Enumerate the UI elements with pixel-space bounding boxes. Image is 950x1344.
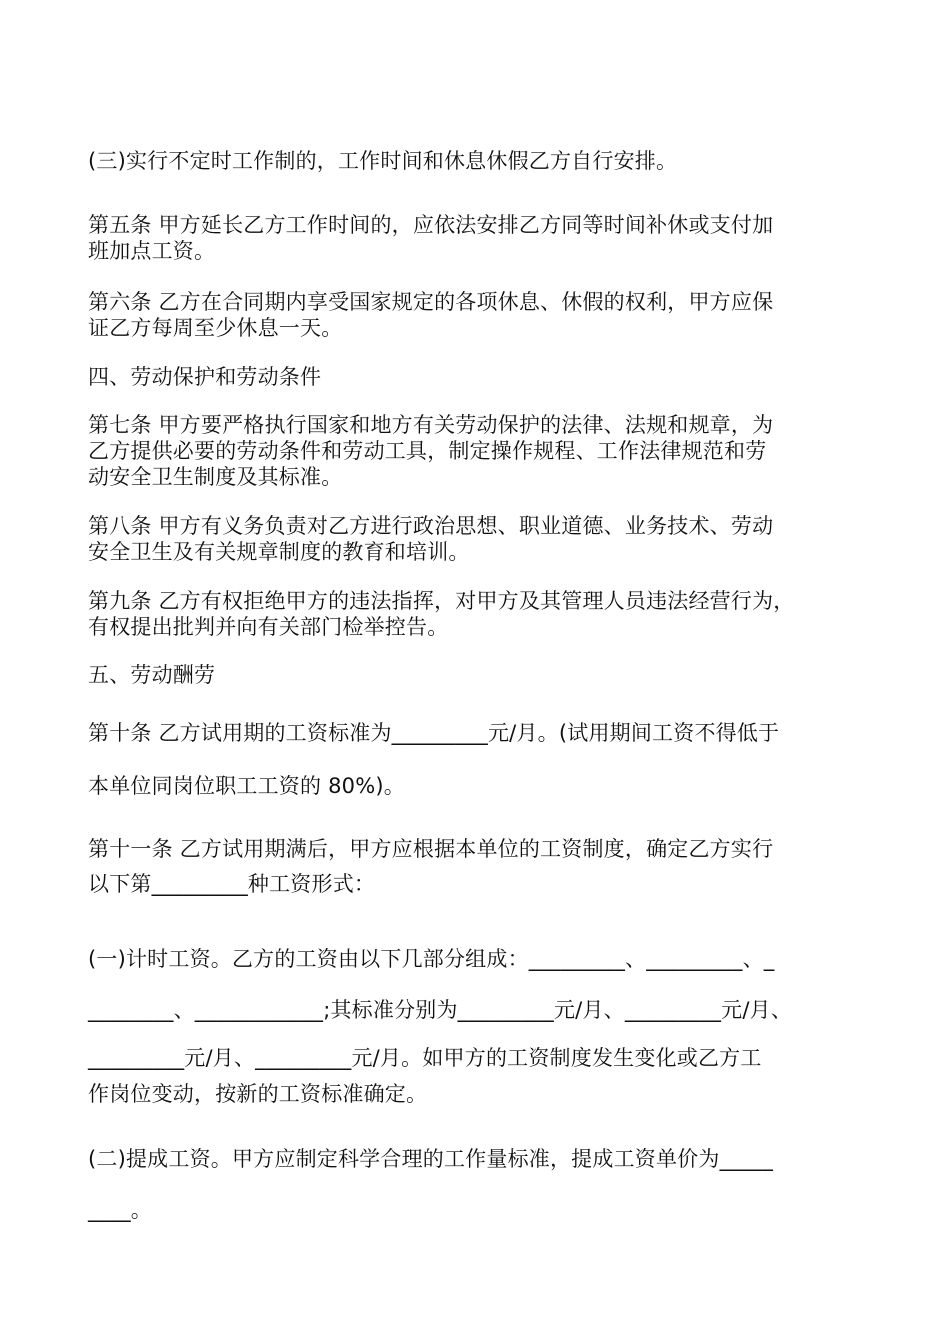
clause-3-text: (三)实行不定时工作制的，工作时间和休息休假乙方自行安排。 [88,149,678,173]
article-9-line-1: 第九条 乙方有权拒绝甲方的违法指挥，对甲方及其管理人员违法经营行为， [88,589,795,613]
section-5-heading: 五、劳动酬劳 [88,663,216,687]
section-4-heading: 四、劳动保护和劳动条件 [88,365,322,389]
clause-2-line-2: ____。 [88,1198,152,1222]
clause-1-line-3: _________元/月、_________元/月。如甲方的工资制度发生变化或乙方工 [88,1046,762,1070]
article-5-line-1: 第五条 甲方延长乙方工作时间的，应依法安排乙方同等时间补休或支付加 [88,213,774,237]
clause-1-line-4: 作岗位变动，按新的工资标准确定。 [88,1082,428,1106]
article-7-line-2: 乙方提供必要的劳动条件和劳动工具，制定操作规程、工作法律规范和劳 [88,439,767,463]
article-7-line-3: 动安全卫生制度及其标准。 [88,465,343,489]
article-10-line-1: 第十条 乙方试用期的工资标准为_________元/月。(试用期间工资不得低于 [88,721,780,745]
clause-1-line-1: (一)计时工资。乙方的工资由以下几部分组成：_________、_________、_ [88,947,775,971]
article-7-line-1: 第七条 甲方要严格执行国家和地方有关劳动保护的法律、法规和规章，为 [88,413,774,437]
clause-1-line-2: ________、____________;其标准分别为_________元/月、_________元/月、 [88,998,793,1022]
article-11-line-1: 第十一条 乙方试用期满后，甲方应根据本单位的工资制度，确定乙方实行 [88,837,774,861]
article-9-line-2: 有权提出批判并向有关部门检举控告。 [88,615,449,639]
article-11-line-2: 以下第_________种工资形式： [88,872,376,896]
article-6-line-2: 证乙方每周至少休息一天。 [88,316,343,340]
clause-2-line-1: (二)提成工资。甲方应制定科学合理的工作量标准，提成工资单价为_____ [88,1147,774,1171]
article-5-line-2: 班加点工资。 [88,239,216,263]
article-6-line-1: 第六条 乙方在合同期内享受国家规定的各项休息、休假的权利，甲方应保 [88,290,774,314]
article-8-line-1: 第八条 甲方有义务负责对乙方进行政治思想、职业道德、业务技术、劳动 [88,514,774,538]
article-10-line-2: 本单位同岗位职工工资的 80%)。 [88,774,405,798]
article-8-line-2: 安全卫生及有关规章制度的教育和培训。 [88,540,470,564]
